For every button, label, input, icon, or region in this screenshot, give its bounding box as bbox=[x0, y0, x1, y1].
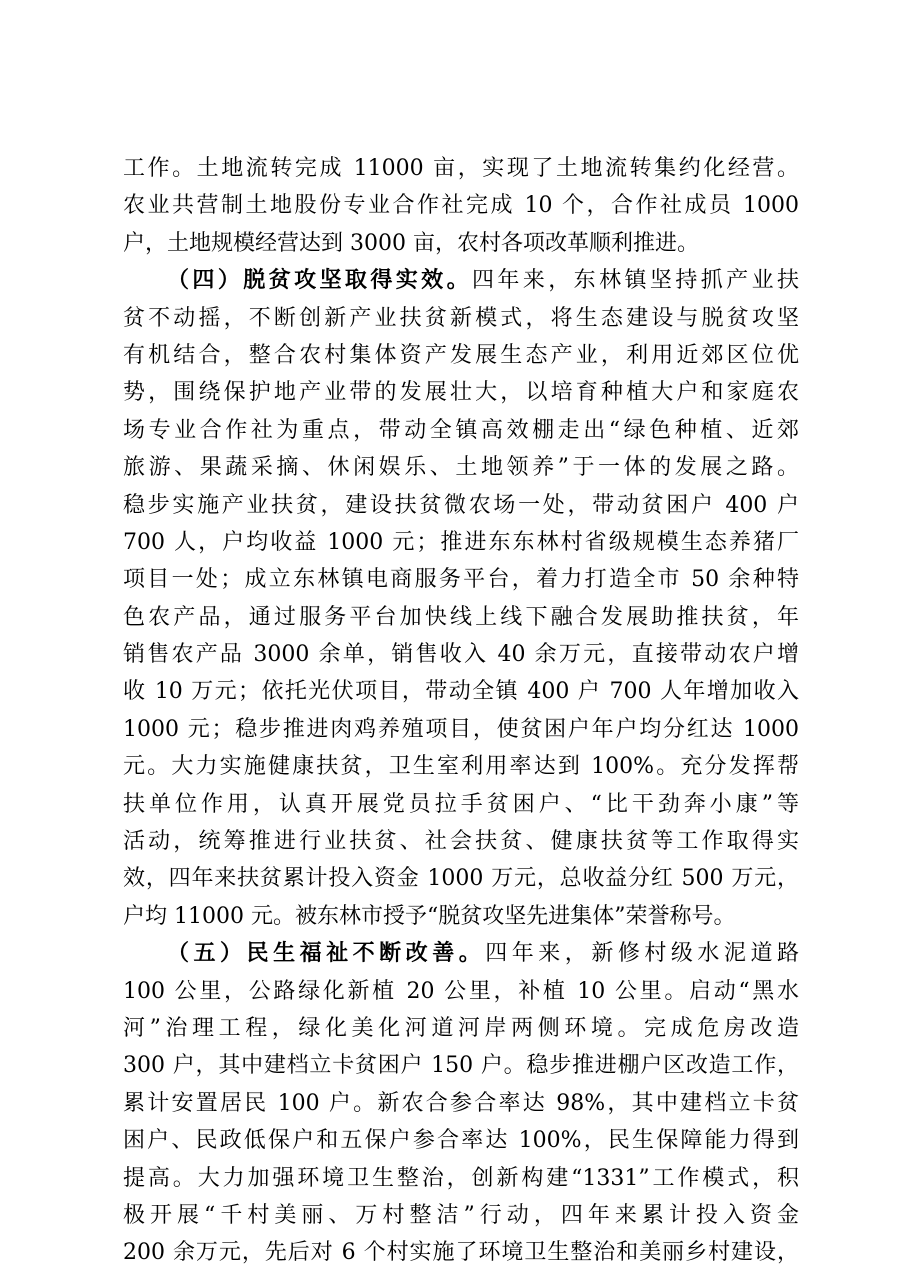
body-text bbox=[123, 150, 799, 1272]
text-line bbox=[123, 935, 799, 972]
text-line: 100 公里，公路绿化新植 20 公里，补植 10 公里。启动“黑水 bbox=[123, 978, 799, 1004]
paragraph-livelihood bbox=[123, 935, 799, 1272]
text-line: 项目一处；成立东林镇电商服务平台，着力打造全市 50 余种特 bbox=[123, 567, 799, 593]
text-line: 700 人，户均收益 1000 元；推进东东林村省级规模生态养猪厂 bbox=[123, 529, 799, 555]
text-line: 提高。大力加强环境卫生整治，创新构建“1331”工作模式，积 bbox=[123, 1165, 799, 1191]
text-line: 200 余万元，先后对 6 个村实施了环境卫生整治和美丽乡村建设， bbox=[123, 1240, 799, 1266]
text-line: 旅游、果蔬采摘、休闲娱乐、土地领养”于一体的发展之路。 bbox=[123, 455, 799, 481]
text-line: 河”治理工程，绿化美化河道河岸两侧环境。完成危房改造 bbox=[123, 1015, 799, 1041]
text-line: 稳步实施产业扶贫，建设扶贫微农场一处，带动贫困户 400 户 bbox=[123, 492, 799, 518]
text-line: 1000 元；稳步推进肉鸡养殖项目，使贫困户年户均分红达 1000 bbox=[123, 716, 799, 742]
text-line: 300 户，其中建档立卡贫困户 150 户。稳步推进棚户区改造工作， bbox=[123, 1053, 799, 1079]
text-line: 场专业合作社为重点，带动全镇高效棚走出“绿色种植、近郊 bbox=[123, 417, 799, 443]
paragraph-land-transfer bbox=[123, 150, 799, 262]
text-line: 累计安置居民 100 户。新农合参合率达 98%，其中建档立卡贫 bbox=[123, 1090, 799, 1116]
text-line: 收 10 万元；依托光伏项目，带动全镇 400 户 700 人年增加收入 bbox=[123, 679, 799, 705]
text-line: 活动，统筹推进行业扶贫、社会扶贫、健康扶贫等工作取得实 bbox=[123, 829, 799, 855]
section-heading: （五）民生福祉不断改善。 bbox=[167, 940, 486, 967]
text-line: 户均 11000 元。被东林市授予“脱贫攻坚先进集体”荣誉称号。 bbox=[123, 903, 736, 929]
text-line: 极开展“千村美丽、万村整洁”行动，四年来累计投入资金 bbox=[123, 1202, 799, 1228]
text-line bbox=[123, 262, 799, 299]
text-line: 元。大力实施健康扶贫，卫生室利用率达到 100%。充分发挥帮 bbox=[123, 754, 799, 780]
heading-line-rest: 四年来，新修村级水泥道路 bbox=[485, 941, 799, 967]
text-line: 户，土地规模经营达到 3000 亩，农村各项改革顺利推进。 bbox=[123, 230, 699, 256]
text-line: 色农产品，通过服务平台加快线上线下融合发展助推扶贫，年 bbox=[123, 604, 799, 630]
text-line: 势，围绕保护地产业带的发展壮大，以培育种植大户和家庭农 bbox=[123, 380, 799, 406]
text-line: 效，四年来扶贫累计投入资金 1000 万元，总收益分红 500 万元， bbox=[123, 866, 799, 892]
text-line: 困户、民政低保户和五保户参合率达 100%，民生保障能力得到 bbox=[123, 1128, 799, 1154]
text-line: 扶单位作用，认真开展党员拉手贫困户、“比干劲奔小康”等 bbox=[123, 791, 799, 817]
text-line: 农业共营制土地股份专业合作社完成 10 个，合作社成员 1000 bbox=[123, 193, 799, 219]
section-heading: （四）脱贫攻坚取得实效。 bbox=[167, 267, 472, 294]
text-line: 有机结合，整合农村集体资产发展生态产业，利用近郊区位优 bbox=[123, 342, 799, 368]
text-line: 工作。土地流转完成 11000 亩，实现了土地流转集约化经营。 bbox=[123, 156, 799, 181]
text-line: 销售农产品 3000 余单，销售收入 40 余万元，直接带动农户增 bbox=[123, 642, 799, 668]
paragraph-poverty-alleviation bbox=[123, 262, 799, 935]
heading-line-rest: 四年来，东林镇坚持抓产业扶 bbox=[472, 268, 799, 294]
text-line: 贫不动摇，不断创新产业扶贫新模式，将生态建设与脱贫攻坚 bbox=[123, 305, 799, 331]
